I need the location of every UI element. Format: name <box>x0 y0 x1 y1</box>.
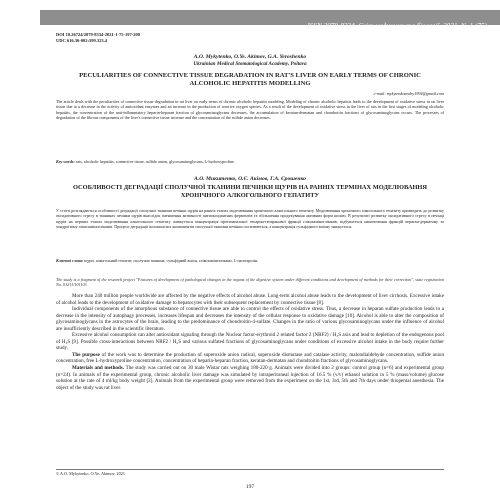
article-identifiers <box>56 32 140 44</box>
journal-title: ISSN 2079-8334. Світ медицини та біології. 2021. № 1 (75) <box>307 22 487 30</box>
keywords-english <box>56 159 444 164</box>
title-ukrainian: ОСОБЛИВОСТІ ДЕГРАДАЦІЇ СПОЛУЧНОЇ ТКАНИНИ ПЕЧІНКИ ЩУРІВ НА РАННІХ ТЕРМІНАХ МОДЕЛЮВАННЯ ХРОНІЧНОГО АЛКОГОЛЬНОГО ГЕПАТИТУ <box>72 184 428 200</box>
keywords-label-english: Key words: <box>56 159 75 164</box>
page-number: 197 <box>245 484 255 490</box>
keywords-list-english: rats, alcoholic hepatitis, connective tissue, sulfide anion, glycosaminoglycans, L-hydroxyproline. <box>75 159 235 164</box>
copyright-notice: © A.O. Mykytenko, O.Ye. Akimov, 2021 <box>56 471 125 476</box>
affiliation-english: Ukrainian Medical Stomatological Academy, Poltava <box>193 61 307 67</box>
article-body <box>56 293 444 391</box>
title-english: PECULIARITIES OF CONNECTIVE TISSUE DEGRADATION IN RAT'S LIVER ON EARLY TERMS OF CHRONIC ALCOHOLIC HEPATITIS MODELLING <box>79 72 421 88</box>
body-paragraph-1: More than 240 million people worldwide are affected by the negative effects of alcohol abuse. Long-term alcohol abuse leads to the development of liver cirrhosis. Excessive intake of alcohol leads to the development of oxidative damage to hepatocytes with their subsequent replacement by connective tissue [8]. <box>56 293 444 306</box>
keywords-ukrainian <box>56 258 444 263</box>
author-email[interactable]: e-mail: mykytenkoandry1994@gmail.com <box>373 91 444 96</box>
udc-line: UDC 616.36-002:599.323.4 <box>56 38 107 44</box>
body-paragraph-5 <box>56 365 444 391</box>
authors-english: A.O. Mykytenko, O.Ye. Akimov, G.A. Yeroshenko <box>193 54 307 60</box>
methods-text: The study was carried out on 30 male Wistar rats weighing 180-220 g. Animals were divided into 2 groups: control group (n=6) and experimental group (n=24). In animals of the experimental group, chronic alcoholic liver damage was simulated by intraperitoneal injection of 16.5 % (v/v) ethanol solution in 5 % (mass/volume) glucose solution at the rate of 4 ml/kg body weight [2]. Animals from the experimental group were removed from the experiment on the 1st, 3rd, 5th and 7th days under thiopental anesthesia. The object of the study was rat liver. <box>56 365 444 391</box>
keywords-label-ukrainian: Ключові слова: <box>56 258 84 263</box>
abstract-english: The article deals with the peculiarities of connective tissue degradation in rat liver on early terms of chronic alcoholic hepatitis modeling. Modeling of chronic alcoholic hepatitis leads to the development of oxidative stress in rat liver tissue due to a decrease in the activity of antioxidant enzymes and an increase in the production of reactive oxygen species. As a result of the development of oxidative stress in the liver of rats in the first stages of modeling alcoholic hepatitis, the concentration of the anti-inflammatory heparin-heparan fraction of glycosaminoglycans decreases, the accumulation of keratan-dermatan and chondroitin fractions of glycosaminoglycans occurs. The processes of degradation of the fibrous components of the liver's connective tissue increase and the concentration of the sulfide anion decreases. <box>56 99 444 121</box>
body-paragraph-3: Excessive alcohol consumption can alter antioxidant signaling through the Nuclear factor-erythroid 2 related factor 2 (NRF2) / H₂S axis and lead to depletion of the endogenous pool of H₂S [9]. Possible cross-interactions between NRF2 / H₂S and various sulfated fractions of glycosaminoglycans under conditions of excessive alcohol intake in the body require further study. <box>56 332 444 352</box>
purpose-label: The purpose <box>72 351 100 358</box>
purpose-text: of the work was to determine the production of superoxide anion radical, superoxide dismutase and catalase activity, malondialdehyde concentration, sulfide anion concentration, free L-hydroxyproline concentration, concentration of heparin-heparan fraction, keratan-dermatan and chondroitin fractions of glycosaminoglycans. <box>56 351 444 365</box>
doi-line[interactable]: DOI 10.26724/2079-8334-2021-1-75-197-200 <box>56 32 140 37</box>
methods-label: Materials and methods. <box>72 365 125 372</box>
authors-ukrainian: А.О. Микитенко, О.Є. Акімов, Г.А. Єрошенко <box>194 176 306 182</box>
body-paragraph-4 <box>56 352 444 365</box>
keywords-list-ukrainian: щури, алкогольний гепатит, сполучна тканина, сульфідний аніон, глікозаміноглікани, L-оксипролін. <box>84 258 259 263</box>
body-paragraph-2: Individual components of the amorphous substance of connective tissue are able to control the effects of oxidative stress. Thus, a decrease in heparan sulfate production leads to a decrease in the intensity of autophagy processes, increases lifespan and decreases the intensity of the cellular response to oxidative damage [10]. Alcohol is able to alter the composition of glycosaminoglycans in the astrocytes of the brain, leading to the predominance of chondroitin-4-sulfate. Changes in the ratio of various glycosaminoglycans under the influence of alcohol are insufficiently described in the scientific literature. <box>56 306 444 332</box>
journal-header-bar <box>40 10 500 30</box>
footer-divider <box>56 469 444 470</box>
research-project-note: The study is a fragment of the research project "Features of development of pathological changes in the organs of the digestive system under different conditions and development of methods for their correction", state registration No. 0121U101103. <box>56 277 444 288</box>
abstract-ukrainian: У статті розглядаються особливості деградації сполучної тканини печінки щурів на ранніх етапах моделювання хронічного алкогольного гепатиту. Моделювання хронічного алкогольного гепатиту призводить до розвитку оксидативного стресу в тканинах печінки щурів внаслідок зменшення активності антиоксидантних ферментів та збільшення продукування активних форм кисню. В результаті розвитку оксидативного стресу в печінці щурів на перших етапах моделювання алкогольного гепатиту знижується концентрація протизапальної гепарин-гепаранової фракції глікозаміногліканів, відбувається накопичення фракцій кератан-дерматану та хондроїтину глікозаміногліканів. Процеси деградації волокнистих компонентів сполучної тканини печінки посилюються, а концентрація сульфідного аніону знижується. <box>56 208 444 230</box>
